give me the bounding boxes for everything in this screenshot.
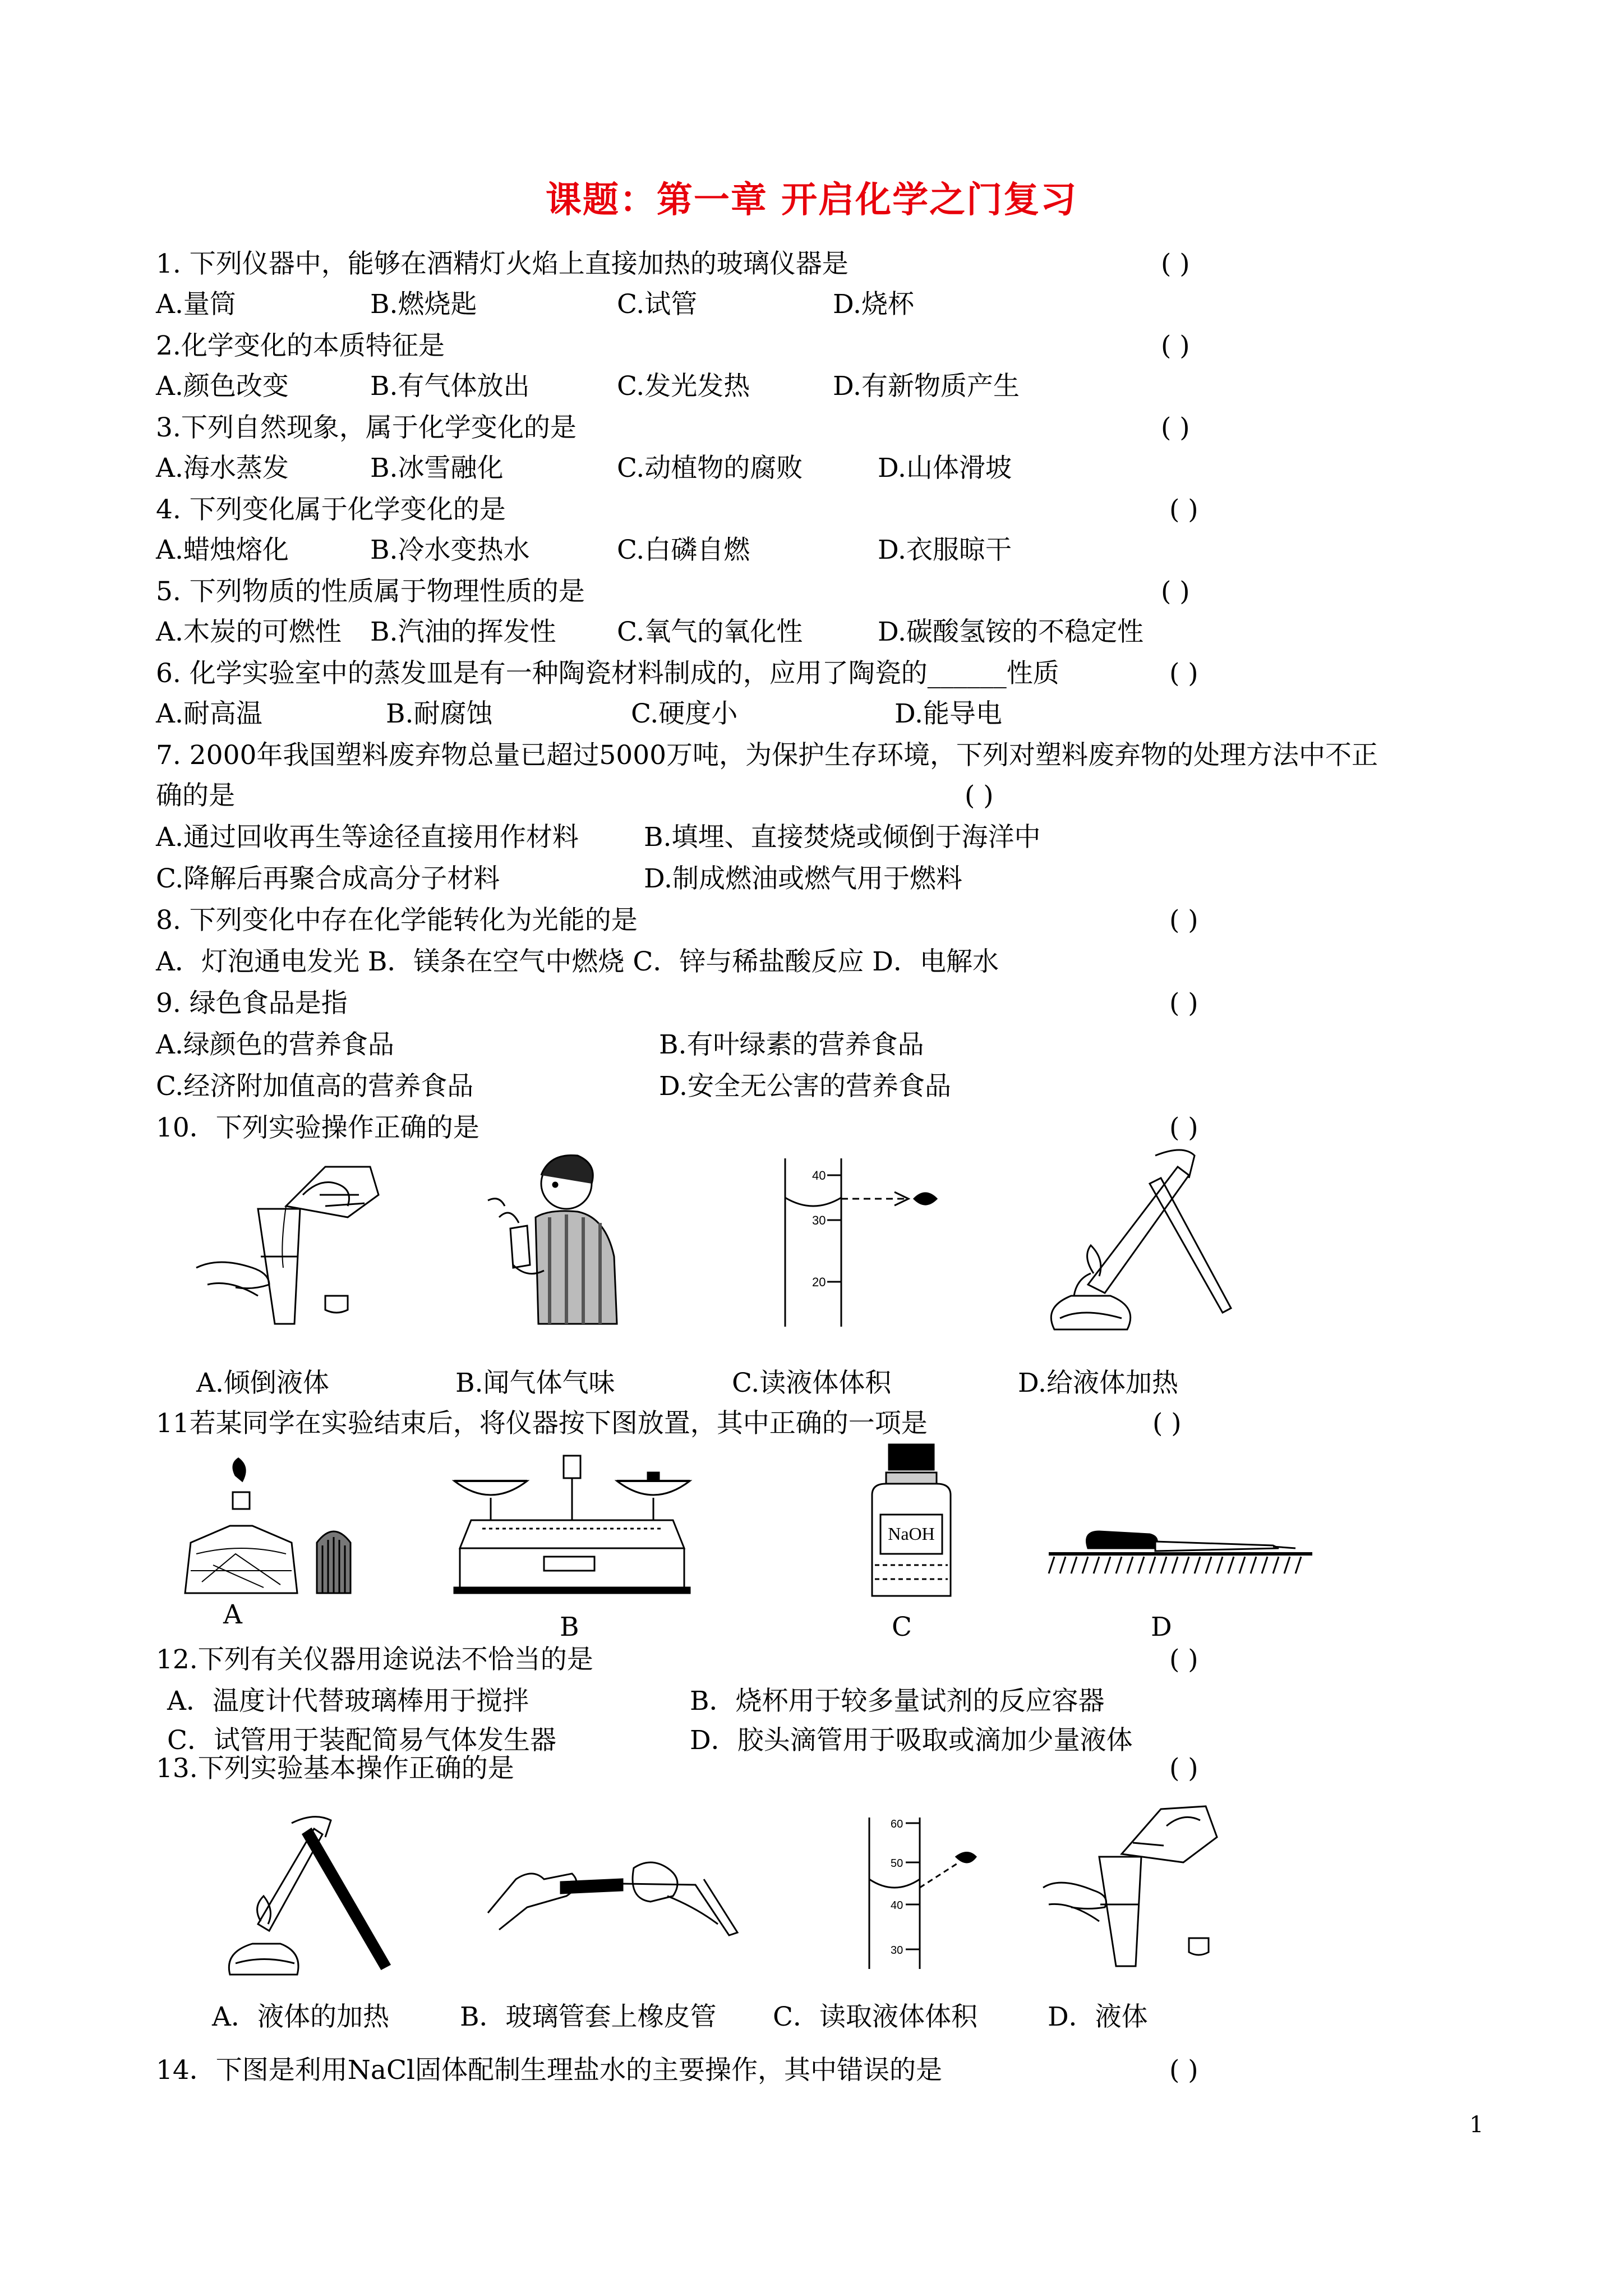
q6-option-d: D.能导电 bbox=[895, 698, 1002, 729]
q6-option-c: C.硬度小 bbox=[631, 698, 738, 729]
q3-option-b: B.冰雪融化 bbox=[370, 453, 504, 484]
q9-option-c: C.经济附加值高的营养食品 bbox=[156, 1071, 474, 1102]
heating-liquid-figure bbox=[1021, 1144, 1267, 1335]
page-title: 课题：第一章 开启化学之门复习 bbox=[545, 179, 1078, 221]
alcohol-lamp-figure bbox=[179, 1458, 370, 1599]
q13-option-c: C．读取液体体积 bbox=[773, 2001, 978, 2032]
q9-option-d: D.安全无公害的营养食品 bbox=[659, 1071, 951, 1102]
answer-bracket: ( ) bbox=[1169, 1644, 1198, 1675]
q2-option-a: A.颜色改变 bbox=[156, 371, 289, 402]
answer-bracket: ( ) bbox=[965, 780, 994, 811]
answer-bracket: ( ) bbox=[1161, 412, 1190, 443]
question-6-stem: 6. 化学实验室中的蒸发皿是有一种陶瓷材料制成的，应用了陶瓷的______性质 bbox=[156, 658, 1059, 689]
q10-option-c: C.读液体体积 bbox=[732, 1368, 892, 1398]
answer-bracket: ( ) bbox=[1169, 905, 1198, 936]
q9-option-b: B.有叶绿素的营养食品 bbox=[659, 1029, 924, 1060]
dropper-on-bench-figure bbox=[1049, 1526, 1312, 1576]
q3-option-a: A.海水蒸发 bbox=[156, 453, 289, 484]
question-7-stem: 7. 2000年我国塑料废弃物总量已超过5000万吨，为保护生存环境，下列对塑料废弃物的处理方法中不正 bbox=[156, 740, 1378, 771]
scale-tick-30: 30 bbox=[812, 1213, 826, 1227]
answer-bracket: ( ) bbox=[1169, 2055, 1198, 2086]
question-3-stem: 3.下列自然现象，属于化学变化的是 bbox=[156, 412, 577, 443]
q7-option-a: A.通过回收再生等途径直接用作材料 bbox=[156, 822, 579, 853]
question-14-stem: 14．下图是利用NaCl固体配制生理盐水的主要操作，其中错误的是 bbox=[156, 2055, 942, 2086]
q7-option-c: C.降解后再聚合成高分子材料 bbox=[156, 863, 500, 894]
q13-option-a: A．液体的加热 bbox=[212, 2001, 389, 2032]
question-11-stem: 11若某同学在实验结束后，将仪器按下图放置，其中正确的一项是 bbox=[156, 1408, 928, 1439]
q2-option-d: D.有新物质产生 bbox=[833, 371, 1020, 402]
question-9-stem: 9. 绿色食品是指 bbox=[156, 988, 348, 1019]
q10-option-b: B.闻气体气味 bbox=[455, 1368, 615, 1398]
question-8-stem: 8. 下列变化中存在化学能转化为光能的是 bbox=[156, 905, 638, 936]
q5-option-d: D.碳酸氢铵的不稳定性 bbox=[878, 616, 1144, 647]
answer-bracket: ( ) bbox=[1169, 1112, 1198, 1143]
question-13-stem: 13.下列实验基本操作正确的是 bbox=[156, 1753, 514, 1784]
rubber-tube-figure bbox=[482, 1846, 740, 1941]
q13-pouring-figure bbox=[1038, 1798, 1256, 1977]
q13-reading-figure bbox=[864, 1818, 993, 1969]
q13-option-d: D．液体 bbox=[1048, 2001, 1148, 2032]
naoh-bottle-figure bbox=[861, 1444, 962, 1602]
q12-option-d: D．胶头滴管用于吸取或滴加少量液体 bbox=[690, 1725, 1133, 1756]
q4-option-b: B.冷水变热水 bbox=[370, 535, 530, 565]
q11-option-b: B bbox=[560, 1612, 579, 1642]
q7-option-d: D.制成燃油或燃气用于燃料 bbox=[644, 863, 962, 894]
scale-tick-30: 30 bbox=[891, 1944, 903, 1957]
q13-heating-figure bbox=[219, 1812, 398, 1980]
q10-option-a: A.倾倒液体 bbox=[196, 1368, 329, 1398]
q4-option-c: C.白磷自燃 bbox=[617, 535, 750, 565]
answer-bracket: ( ) bbox=[1169, 1753, 1198, 1784]
question-10-stem: 10．下列实验操作正确的是 bbox=[156, 1112, 479, 1143]
smelling-gas-figure bbox=[465, 1144, 634, 1329]
answer-bracket: ( ) bbox=[1161, 576, 1190, 607]
q6-option-b: B.耐腐蚀 bbox=[386, 698, 493, 729]
balance-figure bbox=[449, 1453, 695, 1599]
q11-option-d: D bbox=[1151, 1612, 1172, 1642]
answer-bracket: ( ) bbox=[1161, 330, 1190, 361]
scale-tick-50: 50 bbox=[891, 1857, 903, 1870]
answer-bracket: ( ) bbox=[1152, 1408, 1182, 1439]
q5-option-c: C.氧气的氧化性 bbox=[617, 616, 803, 647]
q10-option-d: D.给液体加热 bbox=[1018, 1368, 1178, 1398]
q2-option-b: B.有气体放出 bbox=[370, 371, 530, 402]
q12-option-b: B．烧杯用于较多量试剂的反应容器 bbox=[690, 1686, 1105, 1717]
q11-option-c: C bbox=[892, 1612, 912, 1642]
reading-volume-figure bbox=[774, 1158, 959, 1332]
scale-tick-40: 40 bbox=[891, 1899, 903, 1912]
question-5-stem: 5. 下列物质的性质属于物理性质的是 bbox=[156, 576, 585, 607]
page-number: 1 bbox=[1469, 2112, 1484, 2138]
q5-option-a: A.木炭的可燃性 bbox=[156, 616, 342, 647]
q6-option-a: A.耐高温 bbox=[156, 698, 262, 729]
scale-tick-40: 40 bbox=[812, 1168, 826, 1182]
q5-option-b: B.汽油的挥发性 bbox=[370, 616, 556, 647]
q12-option-c: C．试管用于装配简易气体发生器 bbox=[167, 1725, 556, 1756]
naoh-label: NaOH bbox=[888, 1524, 935, 1544]
q3-option-c: C.动植物的腐败 bbox=[617, 453, 803, 484]
q1-option-b: B.燃烧匙 bbox=[370, 289, 477, 320]
q1-option-d: D.烧杯 bbox=[833, 289, 914, 320]
q9-option-a: A.绿颜色的营养食品 bbox=[156, 1029, 394, 1060]
answer-bracket: ( ) bbox=[1169, 658, 1198, 689]
answer-bracket: ( ) bbox=[1169, 988, 1198, 1019]
q3-option-d: D.山体滑坡 bbox=[878, 453, 1012, 484]
q8-options: A．灯泡通电发光 B．镁条在空气中燃烧 C．锌与稀盐酸反应 D．电解水 bbox=[156, 946, 999, 977]
question-2-stem: 2.化学变化的本质特征是 bbox=[156, 330, 445, 361]
q11-option-a: A bbox=[223, 1599, 242, 1630]
question-1-stem: 1. 下列仪器中，能够在酒精灯火焰上直接加热的玻璃仪器是 bbox=[156, 249, 849, 279]
q2-option-c: C.发光发热 bbox=[617, 371, 750, 402]
q13-option-b: B．玻璃管套上橡皮管 bbox=[460, 2001, 717, 2032]
q1-option-c: C.试管 bbox=[617, 289, 698, 320]
pouring-liquid-figure bbox=[185, 1156, 421, 1335]
q4-option-d: D.衣服晾干 bbox=[878, 535, 1012, 565]
q12-option-a: A．温度计代替玻璃棒用于搅拌 bbox=[167, 1686, 529, 1717]
question-7-stem-cont: 确的是 bbox=[156, 780, 235, 811]
q4-option-a: A.蜡烛熔化 bbox=[156, 535, 289, 565]
q7-option-b: B.填埋、直接焚烧或倾倒于海洋中 bbox=[644, 822, 1041, 853]
question-12-stem: 12.下列有关仪器用途说法不恰当的是 bbox=[156, 1644, 593, 1675]
answer-bracket: ( ) bbox=[1161, 249, 1190, 279]
question-4-stem: 4. 下列变化属于化学变化的是 bbox=[156, 494, 506, 525]
answer-bracket: ( ) bbox=[1169, 494, 1198, 525]
q1-option-a: A.量筒 bbox=[156, 289, 236, 320]
scale-tick-20: 20 bbox=[812, 1275, 826, 1289]
scale-tick-60: 60 bbox=[891, 1818, 903, 1830]
